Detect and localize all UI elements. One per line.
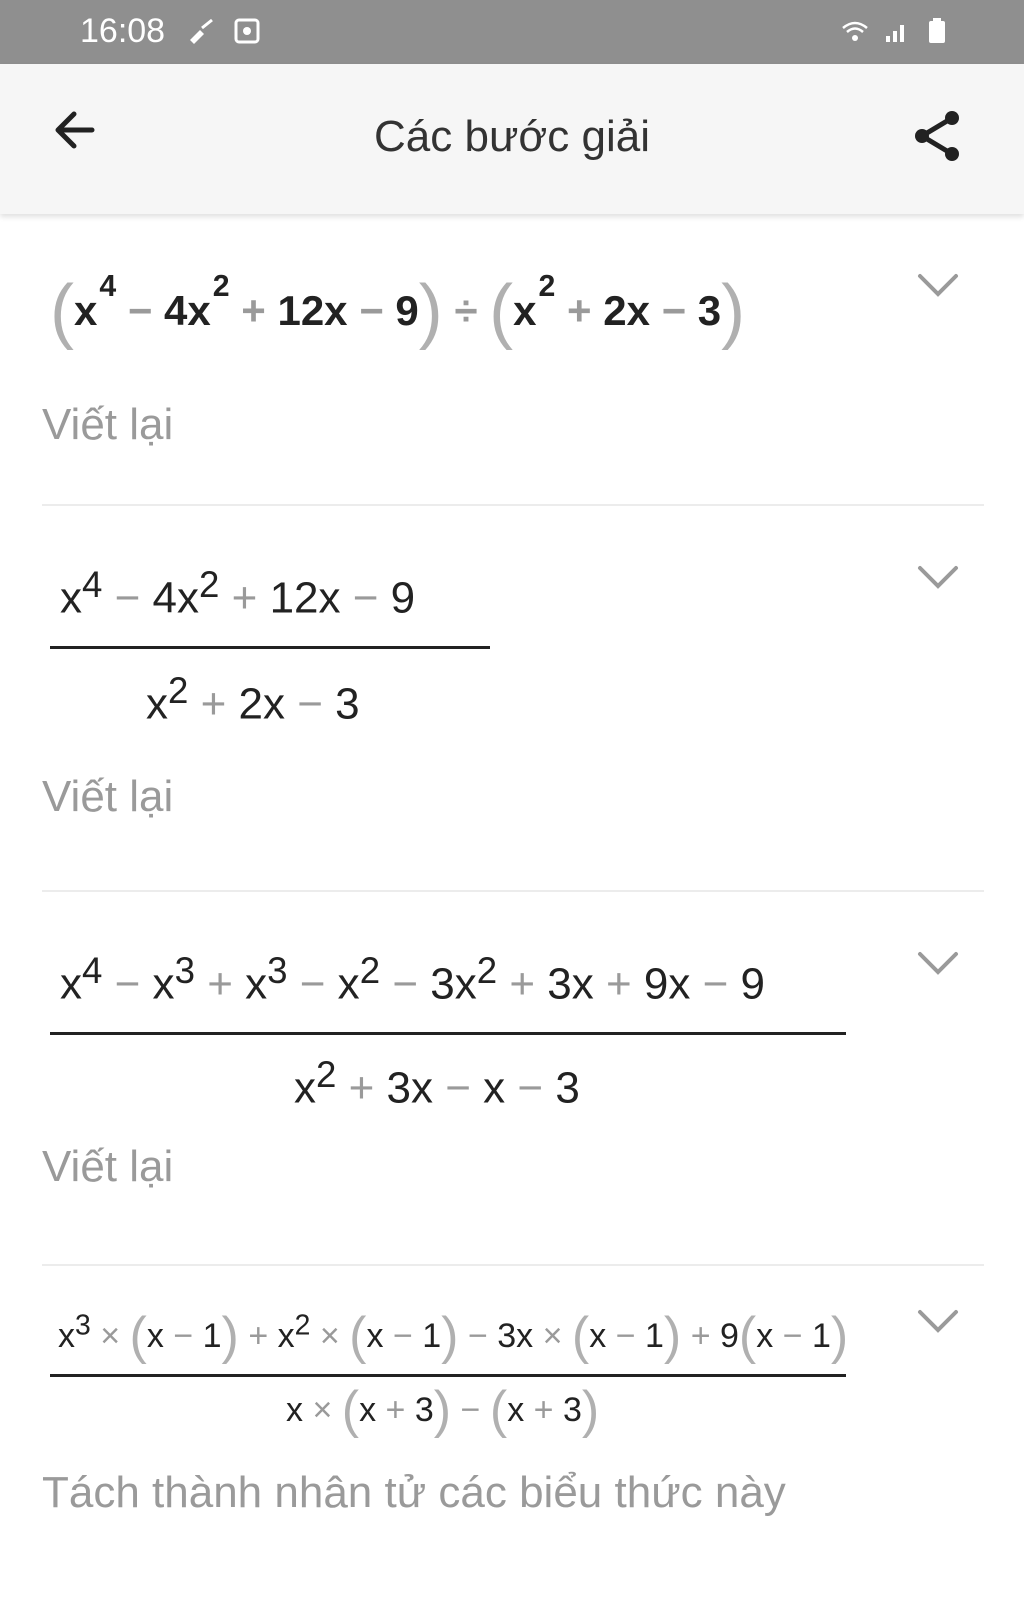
step-3-caption: Viết lại [42,1142,174,1191]
step-3 [0,892,1024,1264]
wifi-icon [840,16,870,46]
broom-icon [186,16,216,46]
step-4 [0,1266,1024,1598]
step-1 [0,214,1024,504]
step-3-denominator: $x^2 + 3x - x - 3$ [294,1054,580,1113]
share-icon[interactable] [908,106,968,166]
chevron-down-icon[interactable] [914,948,962,978]
step-2-caption: Viết lại [42,772,174,821]
battery-icon [924,16,954,46]
status-right-icons [840,16,954,46]
status-time: 16:08 [80,12,166,50]
fraction-bar [50,1032,846,1035]
app-bar [0,64,1024,214]
page-title: Các bước giải [374,112,650,161]
chevron-down-icon[interactable] [914,270,962,300]
step-3-numerator: $x^4 - x^3 + x^3 - x^2 - 3x^2 + 3x + 9x - 9$ [60,950,765,1009]
image-notification-icon [232,16,262,46]
fraction-bar [50,646,490,649]
step-1-expression: $(x^4 - 4x^2 + 12x - 9) \div (x^2 + 2x - 3)$ [50,270,746,351]
chevron-down-icon[interactable] [914,1306,962,1336]
chevron-down-icon[interactable] [914,562,962,592]
step-4-caption: Tách thành nhân tử các biểu thức này [42,1468,786,1517]
step-4-numerator: $x^3 \times (x - 1) + x^2 \times (x - 1) - 3x \times (x - 1) + 9(x - 1)$ [58,1307,849,1365]
step-2 [0,506,1024,890]
signal-icon [882,16,912,46]
step-1-caption: Viết lại [42,400,174,449]
step-2-denominator: $x^2 + 2x - 3$ [146,670,360,729]
step-4-denominator: x × (x + 3) − (x + 3) [286,1381,600,1439]
status-bar [0,0,1024,64]
fraction-bar [50,1374,846,1377]
step-2-numerator: $x^4 - 4x^2 + 12x - 9$ [60,564,416,623]
status-left-icons [186,16,262,46]
